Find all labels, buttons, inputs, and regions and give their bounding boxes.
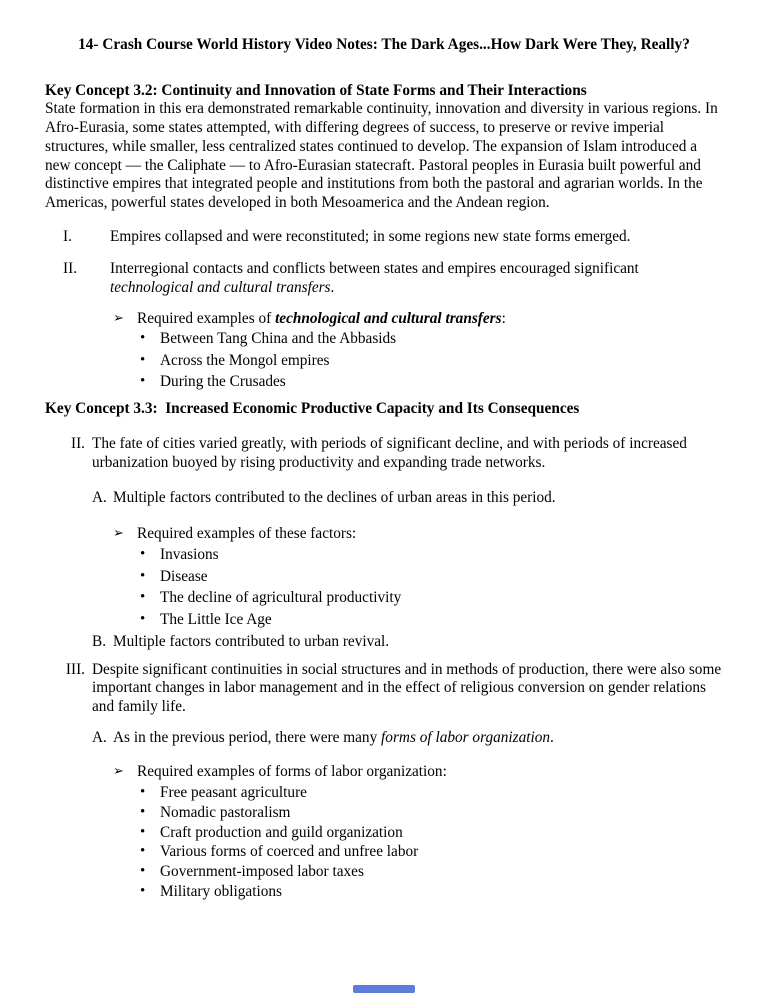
outline-item-III bbox=[45, 661, 723, 717]
list-item bbox=[45, 568, 723, 587]
kc32-intro-paragraph: State formation in this era demonstrated remarkable continuity, innovation and diversity in various regions. In Afro-Eurasia, some states attempted, with differing degrees of success, to preserve or revive imperial structures, while smaller, less centralized states continued to develop. The expansion of Islam introduced a new concept — the Caliphate — to Afro-Eurasian statecraft. Pastoral peoples in Eurasia built powerful and distinctive empires that integrated people and institutions from both the pastoral and agrarian worlds. In the Americas, powerful states developed in both Mesoamerica and the Andean region. bbox=[45, 100, 718, 211]
page-title: 14- Crash Course World History Video Notes: The Dark Ages...How Dark Were They, Really? bbox=[78, 36, 690, 53]
required-examples-labor bbox=[45, 763, 723, 782]
outline-item-A-labor-letter: A. bbox=[92, 728, 107, 746]
outline-item-A-declines-letter: A. bbox=[92, 488, 107, 506]
list-item-text: Craft production and guild organization bbox=[160, 823, 403, 841]
required-examples-labor-text: Required examples of forms of labor organization: bbox=[137, 763, 447, 781]
required-examples-transfers-prefix: Required examples of bbox=[137, 309, 276, 327]
list-item-text: Disease bbox=[160, 567, 208, 585]
required-examples-transfers bbox=[45, 310, 723, 329]
bullet-icon: • bbox=[140, 862, 146, 879]
bullet-icon: • bbox=[140, 882, 146, 899]
bullet-icon: • bbox=[140, 843, 146, 860]
outline-item-II-text-end: . bbox=[330, 279, 335, 297]
arrowhead-icon: ➢ bbox=[113, 526, 124, 542]
outline-item-A-labor bbox=[45, 729, 723, 748]
list-item-text: During the Crusades bbox=[160, 372, 286, 390]
outline-item-B-revival-letter: B. bbox=[92, 632, 107, 650]
bullet-icon: • bbox=[140, 611, 146, 628]
bullet-icon: • bbox=[140, 823, 146, 840]
arrowhead-icon: ➢ bbox=[113, 310, 124, 326]
arrowhead-icon: ➢ bbox=[113, 764, 124, 780]
heading-key-concept-3-3: Key Concept 3.3: Increased Economic Productive Capacity and Its Consequences bbox=[45, 399, 580, 417]
list-item bbox=[45, 883, 723, 902]
list-item bbox=[45, 824, 723, 843]
required-examples-transfers-suffix: : bbox=[501, 309, 506, 327]
outline-item-II bbox=[45, 260, 723, 297]
outline-item-A-declines-text: Multiple factors contributed to the declines of urban areas in this period. bbox=[113, 488, 556, 506]
bullet-icon: • bbox=[140, 330, 146, 347]
heading-key-concept-3-2: Key Concept 3.2: Continuity and Innovation of State Forms and Their Interactions bbox=[45, 81, 587, 99]
required-examples-factors bbox=[45, 525, 723, 544]
outline-item-III-text: Despite significant continuities in social structures and in methods of production, there were also some important changes in labor management and in the effect of religious conversion on gender relations and family life. bbox=[92, 660, 722, 715]
list-item bbox=[45, 784, 723, 803]
bullet-icon: • bbox=[140, 784, 146, 801]
list-item bbox=[45, 863, 723, 882]
list-item bbox=[45, 804, 723, 823]
list-item-text: Government-imposed labor taxes bbox=[160, 862, 364, 880]
list-item-text: The Little Ice Age bbox=[160, 611, 272, 629]
outline-item-A-labor-text-end: . bbox=[550, 728, 554, 746]
bullet-icon: • bbox=[140, 372, 146, 389]
list-item-text: Across the Mongol empires bbox=[160, 351, 330, 369]
list-item-text: Military obligations bbox=[160, 882, 282, 900]
outline-item-II-cities-text: The fate of cities varied greatly, with periods of significant decline, and with periods of increased urbanization buoyed by rising productivity and expanding trade networks. bbox=[92, 435, 687, 471]
outline-item-I-text: Empires collapsed and were reconstituted; in some regions new state forms emerged. bbox=[110, 227, 631, 245]
list-item bbox=[45, 611, 723, 630]
list-item bbox=[45, 330, 723, 349]
factors-bullet-list bbox=[45, 546, 723, 630]
outline-item-B-revival bbox=[45, 633, 723, 652]
list-item-text: Between Tang China and the Abbasids bbox=[160, 330, 397, 348]
list-item bbox=[45, 352, 723, 371]
list-item bbox=[45, 843, 723, 862]
bullet-icon: • bbox=[140, 351, 146, 368]
outline-item-A-labor-text: As in the previous period, there were many bbox=[113, 728, 382, 746]
outline-item-A-labor-italic-phrase: forms of labor organization bbox=[381, 728, 551, 746]
outline-item-II-text: Interregional contacts and conflicts between states and empires encouraged significant bbox=[110, 260, 639, 278]
labor-bullet-list bbox=[45, 784, 723, 901]
bullet-icon: • bbox=[140, 589, 146, 606]
list-item bbox=[45, 546, 723, 565]
required-examples-transfers-emphasis: technological and cultural transfers bbox=[275, 309, 502, 327]
list-item-text: Free peasant agriculture bbox=[160, 784, 307, 802]
outline-item-III-numeral: III. bbox=[65, 660, 85, 678]
outline-item-II-cities bbox=[45, 435, 723, 472]
outline-item-II-cities-numeral: II. bbox=[70, 435, 85, 453]
transfers-bullet-list bbox=[45, 330, 723, 391]
list-item-text: Various forms of coerced and unfree labor bbox=[160, 843, 419, 861]
list-item-text: Invasions bbox=[160, 546, 219, 564]
list-item bbox=[45, 373, 723, 392]
list-item-text: Nomadic pastoralism bbox=[160, 803, 291, 821]
required-examples-factors-text: Required examples of these factors: bbox=[137, 525, 357, 543]
outline-item-I bbox=[45, 228, 723, 247]
bullet-icon: • bbox=[140, 567, 146, 584]
outline-item-A-declines bbox=[45, 489, 723, 508]
outline-item-I-numeral: I. bbox=[63, 227, 72, 245]
list-item bbox=[45, 589, 723, 608]
outline-item-II-numeral: II. bbox=[63, 260, 78, 278]
bullet-icon: • bbox=[140, 803, 146, 820]
list-item-text: The decline of agricultural productivity bbox=[160, 589, 402, 607]
outline-item-B-revival-text: Multiple factors contributed to urban revival. bbox=[113, 632, 390, 650]
scroll-indicator[interactable] bbox=[353, 985, 415, 993]
outline-item-II-italic-phrase: technological and cultural transfers bbox=[110, 279, 331, 297]
bullet-icon: • bbox=[140, 546, 146, 563]
